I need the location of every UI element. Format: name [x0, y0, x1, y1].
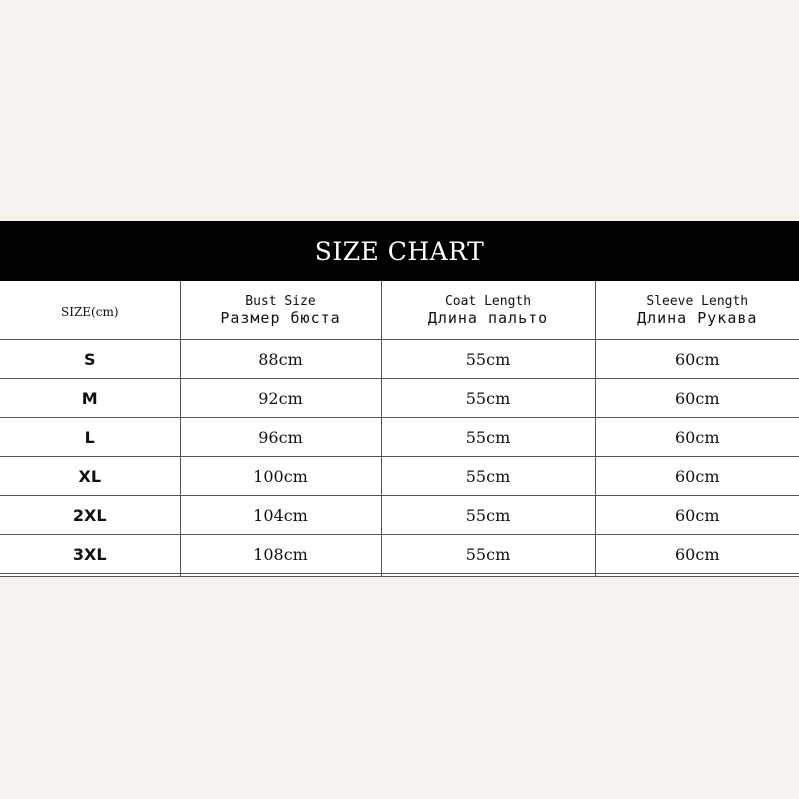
sleeve-cell: 60cm	[595, 340, 799, 379]
header-bust	[180, 281, 381, 340]
size-cell: 2XL	[0, 496, 180, 535]
chart-title: SIZE CHART	[314, 236, 485, 266]
table-row	[0, 457, 799, 496]
size-cell: S	[0, 340, 180, 379]
bust-cell: 104cm	[180, 496, 381, 535]
bust-cell: 92cm	[180, 379, 381, 418]
header-sleeve-en: Sleeve Length	[646, 293, 749, 309]
coat-cell: 55cm	[381, 379, 595, 418]
coat-cell: 55cm	[381, 535, 595, 574]
table-row	[0, 379, 799, 418]
sleeve-cell: 60cm	[595, 496, 799, 535]
bust-cell: 88cm	[180, 340, 381, 379]
sleeve-cell: 60cm	[595, 457, 799, 496]
header-coat-en: Coat Length	[444, 293, 532, 309]
size-cell: L	[0, 418, 180, 457]
table-row	[0, 496, 799, 535]
table-row	[0, 340, 799, 379]
bust-cell: 96cm	[180, 418, 381, 457]
size-cell: XL	[0, 457, 180, 496]
chart-title-bar	[0, 221, 799, 281]
coat-cell: 55cm	[381, 496, 595, 535]
tail-cell	[381, 574, 595, 577]
size-cell: 3XL	[0, 535, 180, 574]
tail-cell	[180, 574, 381, 577]
table-row	[0, 535, 799, 574]
sleeve-cell: 60cm	[595, 379, 799, 418]
size-cell: M	[0, 379, 180, 418]
header-size-label: SIZE(cm)	[60, 304, 119, 319]
header-row	[0, 281, 799, 340]
bust-cell: 108cm	[180, 535, 381, 574]
table-row	[0, 418, 799, 457]
sleeve-cell: 60cm	[595, 418, 799, 457]
sleeve-cell: 60cm	[595, 535, 799, 574]
coat-cell: 55cm	[381, 457, 595, 496]
tail-cell	[0, 574, 180, 577]
header-bust-en: Bust Size	[245, 293, 316, 309]
coat-cell: 55cm	[381, 418, 595, 457]
header-coat-ru: Длина пальто	[427, 308, 549, 327]
header-sleeve	[595, 281, 799, 340]
header-bust-ru: Размер бюста	[220, 308, 341, 327]
header-size	[0, 281, 180, 340]
table-tail-row	[0, 574, 799, 577]
size-table	[0, 281, 799, 577]
tail-cell	[595, 574, 799, 577]
header-sleeve-ru: Длина Рукава	[637, 308, 758, 327]
size-chart	[0, 221, 799, 577]
coat-cell: 55cm	[381, 340, 595, 379]
bust-cell: 100cm	[180, 457, 381, 496]
header-coat	[381, 281, 595, 340]
